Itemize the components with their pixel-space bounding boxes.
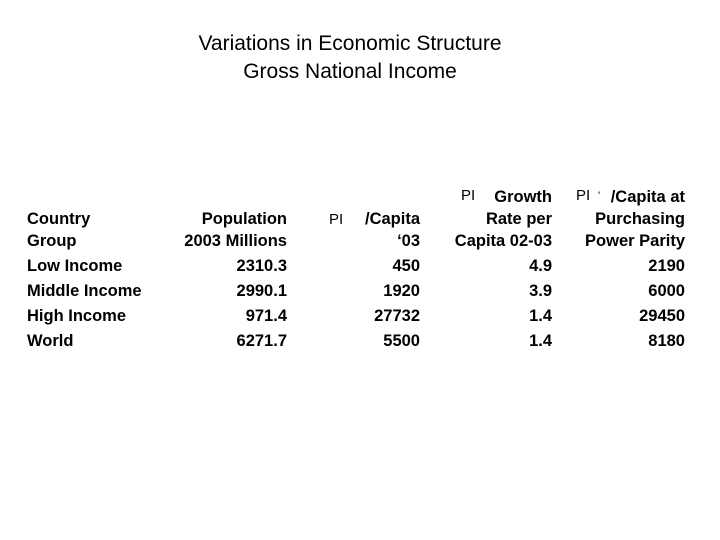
row-world-ppp: 8180 (648, 332, 685, 350)
row-low-income-growth: 4.9 (529, 257, 552, 275)
row-low-income-population: 2310.3 (236, 257, 287, 275)
header-growth-period: Capita 02-03 (454, 232, 552, 250)
row-middle-income-population: 2990.1 (236, 282, 287, 300)
header-ppp-tick: ' (598, 190, 601, 202)
header-gni-per-capita: /Capita (364, 210, 420, 228)
header-gni-year: ‘03 (397, 232, 420, 250)
header-ppp-purchasing: Purchasing (595, 210, 685, 228)
row-high-income-ppp: 29450 (639, 307, 685, 325)
row-high-income-growth: 1.4 (529, 307, 552, 325)
header-country: Country (27, 210, 91, 228)
header-ppp-pi-mark: PI (576, 187, 591, 204)
title-line-1: Variations in Economic Structure (198, 32, 502, 55)
row-low-income-ppp: 2190 (648, 257, 685, 275)
row-middle-income-growth: 3.9 (529, 282, 552, 300)
row-middle-income-gni: 1920 (383, 282, 420, 300)
header-ppp-power-parity: Power Parity (585, 232, 685, 250)
header-growth-pi-mark: PI (461, 187, 476, 204)
header-population-units: 2003 Millions (184, 232, 287, 250)
row-low-income-group: Low Income (27, 257, 123, 275)
title-line-2: Gross National Income (243, 60, 457, 83)
row-world-growth: 1.4 (529, 332, 552, 350)
row-high-income-population: 971.4 (245, 307, 287, 325)
row-world-gni: 5500 (383, 332, 420, 350)
row-low-income-gni: 450 (392, 257, 420, 275)
row-high-income-gni: 27732 (374, 307, 420, 325)
header-growth: Growth (494, 188, 552, 206)
row-high-income-group: High Income (27, 307, 127, 325)
row-middle-income-group: Middle Income (27, 282, 142, 300)
header-ppp: /Capita at (610, 188, 685, 206)
row-middle-income-ppp: 6000 (648, 282, 685, 300)
header-group: Group (27, 232, 77, 250)
header-gni-pi-mark: PI (329, 211, 344, 228)
row-world-group: World (27, 332, 74, 350)
header-growth-rate: Rate per (485, 210, 552, 228)
row-world-population: 6271.7 (236, 332, 287, 350)
header-population: Population (201, 210, 287, 228)
